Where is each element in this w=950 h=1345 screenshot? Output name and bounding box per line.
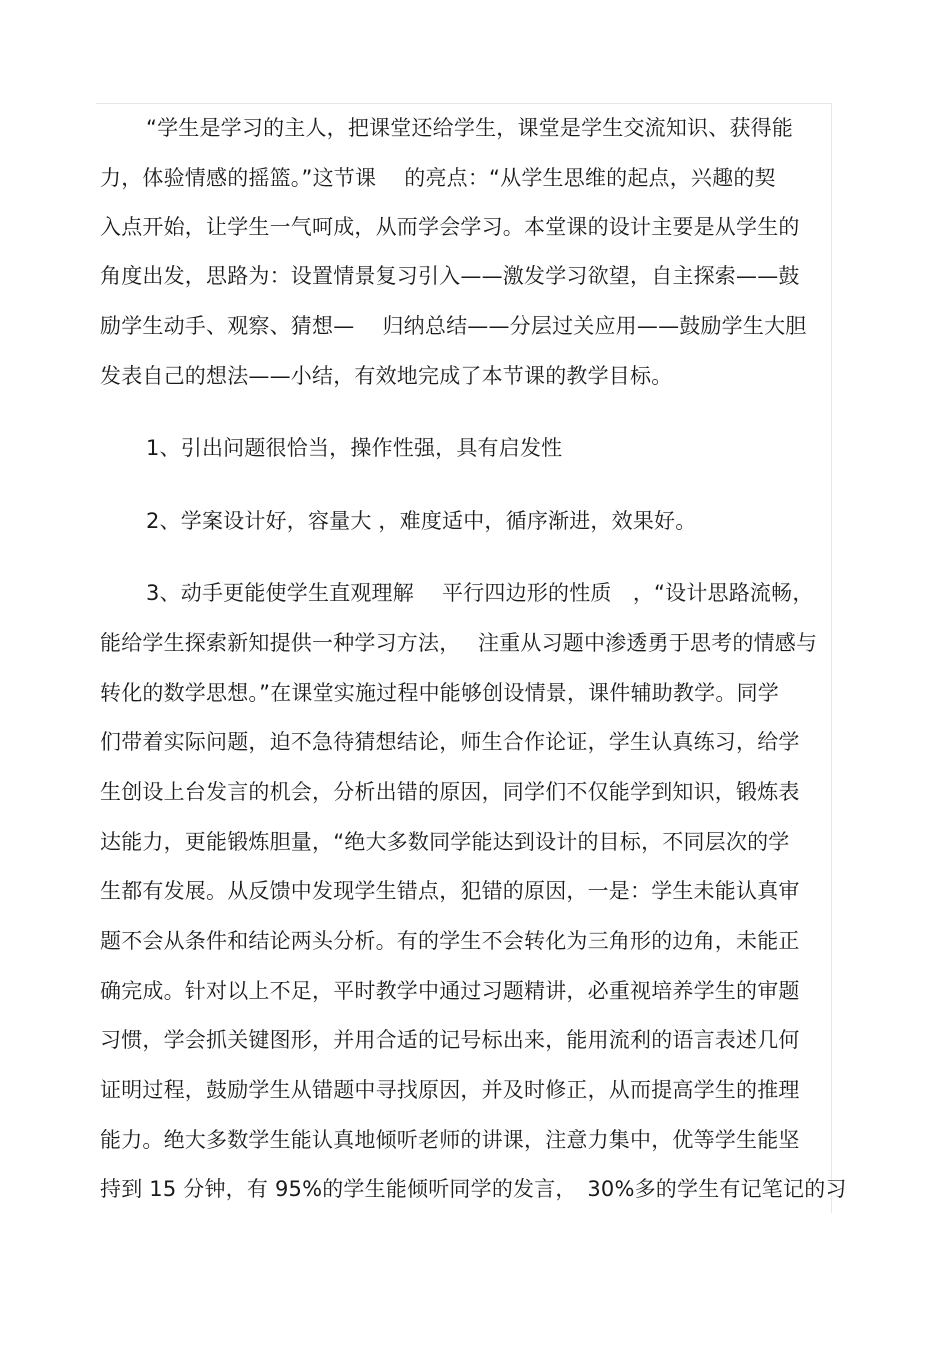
paragraph-3-line-6: 达能力，更能锻炼胆量，“绝大多数同学能达到设计的目标，不同层次的学 xyxy=(100,830,790,854)
paragraph-3-line-2: 能给学生探索新知提供一种学习方法， 注重从习题中渗透勇于思考的情感与 xyxy=(100,631,818,655)
paragraph-1-line-4: 角度出发，思路为：设置情景复习引入——激发学习欲望，自主探索——鼓 xyxy=(100,264,800,288)
list-item-2: 2、学案设计好，容量大 ，难度适中，循序渐进，效果好。 xyxy=(146,509,697,533)
paragraph-3-line-7: 生都有发展。从反馈中发现学生错点，犯错的原因，一是：学生未能认真审 xyxy=(100,879,800,903)
paragraph-3-line-11: 证明过程，鼓励学生从错题中寻找原因，并及时修正，从而提高学生的推理 xyxy=(100,1078,800,1102)
paragraph-3-line-12: 能力。绝大多数学生能认真地倾听老师的讲课，注意力集中，优等学生能坚 xyxy=(100,1128,800,1152)
paragraph-1-line-2: 力，体验情感的摇篮。”这节课 的亮点：“从学生思维的起点，兴趣的契 xyxy=(100,166,776,190)
paragraph-3-line-10: 习惯，学会抓关键图形，并用合适的记号标出来，能用流利的语言表述几何 xyxy=(100,1028,800,1052)
paragraph-3-line-9: 确完成。针对以上不足，平时教学中通过习题精讲，必重视培养学生的审题 xyxy=(100,979,800,1003)
paragraph-1-line-5: 励学生动手、观察、猜想— 归纳总结——分层过关应用——鼓励学生大胆 xyxy=(100,314,807,338)
paragraph-3-line-4: 们带着实际问题，迫不急待猜想结论，师生合作论证，学生认真练习，给学 xyxy=(100,730,800,754)
paragraph-3-line-1: 3、动手更能使学生直观理解 平行四边形的性质 ，“设计思路流畅， xyxy=(146,581,814,605)
paragraph-3-line-8: 题不会从条件和结论两头分析。有的学生不会转化为三角形的边角，未能正 xyxy=(100,929,800,953)
paragraph-3-line-13: 持到 15 分钟，有 95%的学生能倾听同学的发言， 30%多的学生有记笔记的习 xyxy=(100,1177,847,1201)
paragraph-1-line-1: “学生是学习的主人，把课堂还给学生，课堂是学生交流知识、获得能 xyxy=(146,116,794,140)
paragraph-3-line-5: 生创设上台发言的机会，分析出错的原因，同学们不仅能学到知识，锻炼表 xyxy=(100,780,800,804)
paragraph-1-line-3: 入点开始，让学生一气呵成，从而学会学习。本堂课的设计主要是从学生的 xyxy=(100,215,800,239)
paragraph-1-line-6: 发表自己的想法——小结，有效地完成了本节课的教学目标。 xyxy=(100,364,673,388)
list-item-1: 1、引出问题很恰当，操作性强，具有启发性 xyxy=(146,436,563,460)
paragraph-3-line-3: 转化的数学思想。”在课堂实施过程中能够创设情景，课件辅助教学。同学 xyxy=(100,681,779,705)
